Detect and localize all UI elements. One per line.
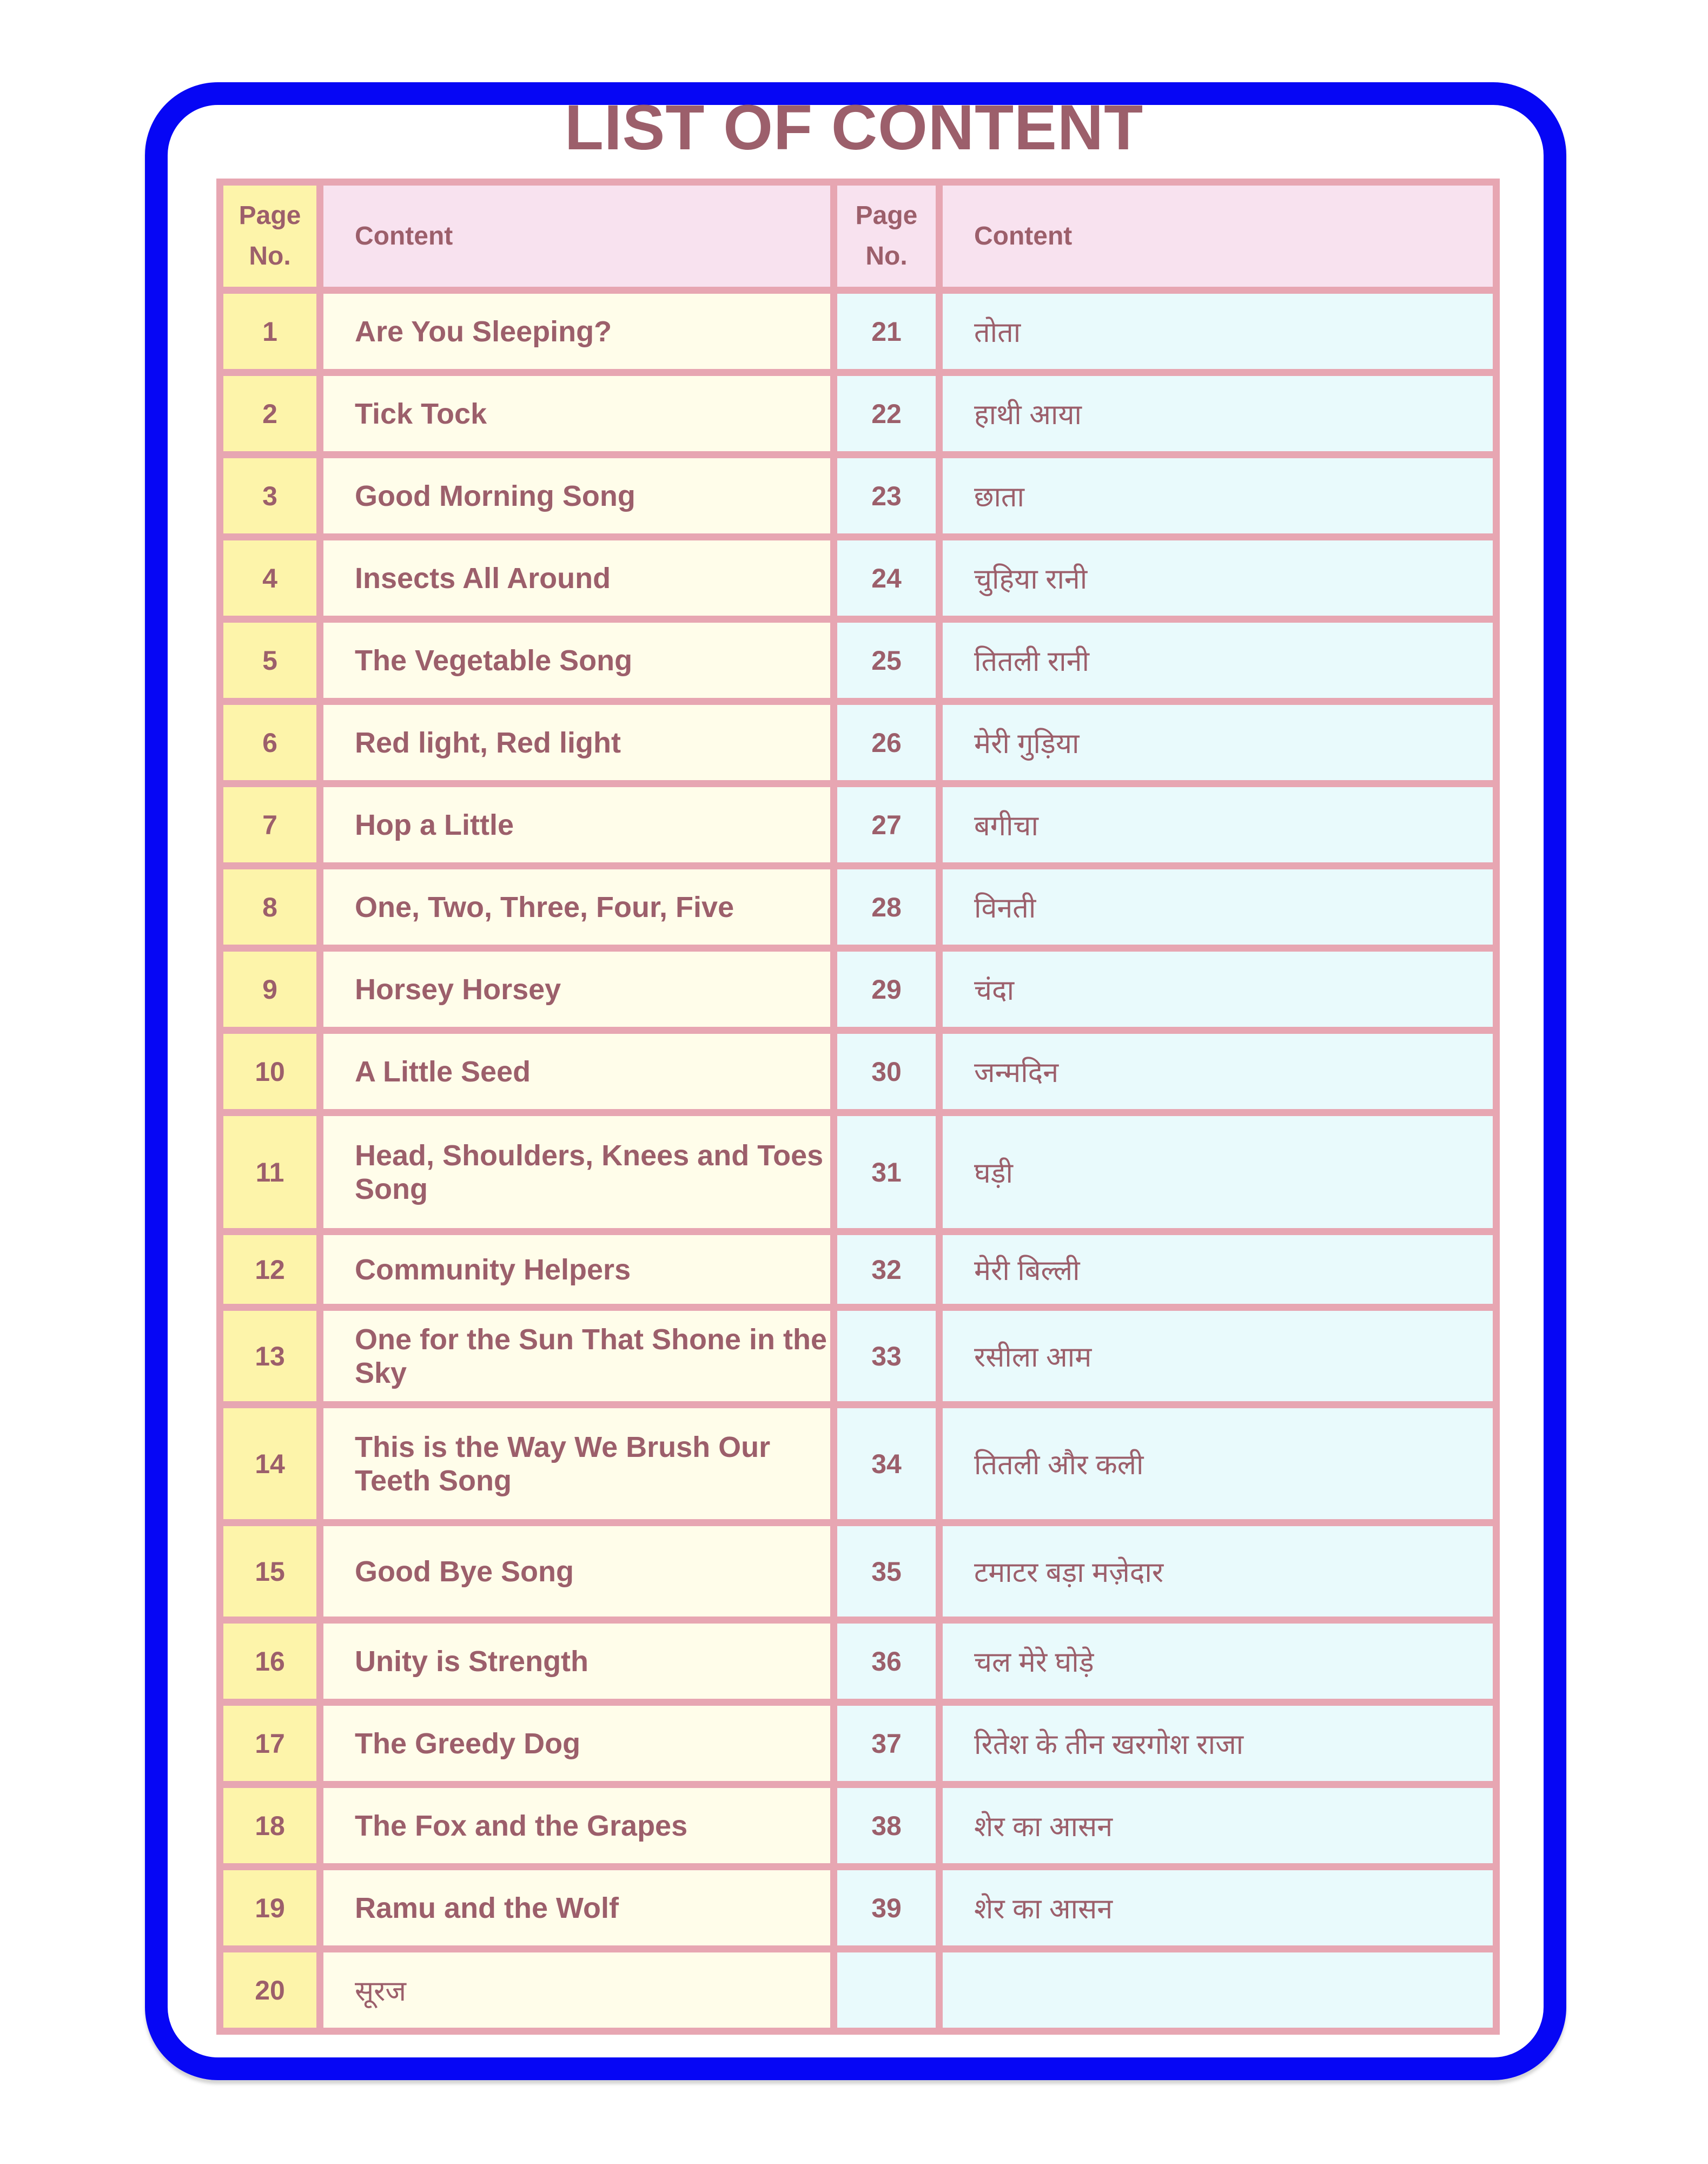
page-no-cell: 1 xyxy=(220,291,320,373)
content-cell: घड़ी xyxy=(939,1113,1497,1232)
content-cell: One, Two, Three, Four, Five xyxy=(320,866,834,948)
page-no-cell: 19 xyxy=(220,1867,320,1949)
page-no-cell: 29 xyxy=(834,948,939,1031)
header-content-right: Content xyxy=(939,182,1497,291)
table-row xyxy=(220,619,1497,702)
page-no-cell: 28 xyxy=(834,866,939,948)
content-cell: Community Helpers xyxy=(320,1232,834,1308)
content-cell: Insects All Around xyxy=(320,537,834,619)
page-no-cell: 23 xyxy=(834,455,939,537)
page-no-cell: 21 xyxy=(834,291,939,373)
page-no-cell: 32 xyxy=(834,1232,939,1308)
table-row xyxy=(220,1031,1497,1113)
table-row xyxy=(220,1703,1497,1785)
content-cell: This is the Way We Brush Our Teeth Song xyxy=(320,1405,834,1523)
page-no-cell: 5 xyxy=(220,619,320,702)
content-cell: The Fox and the Grapes xyxy=(320,1785,834,1867)
table-row xyxy=(220,1232,1497,1308)
content-cell: चल मेरे घोड़े xyxy=(939,1620,1497,1703)
table-row xyxy=(220,1620,1497,1703)
content-table xyxy=(216,179,1500,2035)
content-cell: Are You Sleeping? xyxy=(320,291,834,373)
table-body xyxy=(220,291,1497,2031)
content-cell: तितली रानी xyxy=(939,619,1497,702)
content-cell: बगीचा xyxy=(939,784,1497,866)
table-row xyxy=(220,1308,1497,1405)
page-no-cell xyxy=(834,1949,939,2031)
page-no-cell: 37 xyxy=(834,1703,939,1785)
table-row xyxy=(220,537,1497,619)
table-row xyxy=(220,455,1497,537)
content-cell: जन्मदिन xyxy=(939,1031,1497,1113)
page-no-cell: 38 xyxy=(834,1785,939,1867)
page-no-cell: 18 xyxy=(220,1785,320,1867)
content-cell: The Greedy Dog xyxy=(320,1703,834,1785)
page-no-cell: 34 xyxy=(834,1405,939,1523)
content-cell: चंदा xyxy=(939,948,1497,1031)
table-row xyxy=(220,291,1497,373)
table-row xyxy=(220,784,1497,866)
content-cell: Ramu and the Wolf xyxy=(320,1867,834,1949)
table-row xyxy=(220,866,1497,948)
page-no-cell: 36 xyxy=(834,1620,939,1703)
page-no-cell: 27 xyxy=(834,784,939,866)
table-row xyxy=(220,1405,1497,1523)
content-cell: Horsey Horsey xyxy=(320,948,834,1031)
content-cell: Tick Tock xyxy=(320,373,834,455)
content-cell: छाता xyxy=(939,455,1497,537)
content-cell: Unity is Strength xyxy=(320,1620,834,1703)
page-no-cell: 26 xyxy=(834,702,939,784)
table-row xyxy=(220,1785,1497,1867)
page-no-cell: 30 xyxy=(834,1031,939,1113)
page-no-cell: 6 xyxy=(220,702,320,784)
page-no-cell: 39 xyxy=(834,1867,939,1949)
table-row xyxy=(220,1949,1497,2031)
page-no-cell: 10 xyxy=(220,1031,320,1113)
header-content-left: Content xyxy=(320,182,834,291)
page-no-cell: 2 xyxy=(220,373,320,455)
content-cell: रितेश के तीन खरगोश राजा xyxy=(939,1703,1497,1785)
content-cell: A Little Seed xyxy=(320,1031,834,1113)
page-no-cell: 14 xyxy=(220,1405,320,1523)
content-cell: मेरी गुड़िया xyxy=(939,702,1497,784)
content-cell: Hop a Little xyxy=(320,784,834,866)
content-cell: सूरज xyxy=(320,1949,834,2031)
page-no-cell: 3 xyxy=(220,455,320,537)
page-no-cell: 20 xyxy=(220,1949,320,2031)
content-cell: One for the Sun That Shone in the Sky xyxy=(320,1308,834,1405)
page-title: LIST OF CONTENT xyxy=(564,92,1144,163)
content-cell: Red light, Red light xyxy=(320,702,834,784)
table-row xyxy=(220,1523,1497,1620)
content-cell: टमाटर बड़ा मज़ेदार xyxy=(939,1523,1497,1620)
content-cell: रसीला आम xyxy=(939,1308,1497,1405)
page-no-cell: 4 xyxy=(220,537,320,619)
page-no-cell: 25 xyxy=(834,619,939,702)
page-no-cell: 24 xyxy=(834,537,939,619)
content-cell xyxy=(939,1949,1497,2031)
page-no-cell: 15 xyxy=(220,1523,320,1620)
page-no-cell: 31 xyxy=(834,1113,939,1232)
page-no-cell: 35 xyxy=(834,1523,939,1620)
content-cell: हाथी आया xyxy=(939,373,1497,455)
page-no-cell: 11 xyxy=(220,1113,320,1232)
table-row xyxy=(220,948,1497,1031)
content-cell: चुहिया रानी xyxy=(939,537,1497,619)
page-no-cell: 7 xyxy=(220,784,320,866)
content-cell: तोता xyxy=(939,291,1497,373)
page-no-cell: 9 xyxy=(220,948,320,1031)
table-row xyxy=(220,1867,1497,1949)
page-no-cell: 12 xyxy=(220,1232,320,1308)
page-no-cell: 8 xyxy=(220,866,320,948)
content-cell: Head, Shoulders, Knees and Toes Song xyxy=(320,1113,834,1232)
page-no-cell: 22 xyxy=(834,373,939,455)
page-no-cell: 13 xyxy=(220,1308,320,1405)
page-no-cell: 33 xyxy=(834,1308,939,1405)
content-cell: The Vegetable Song xyxy=(320,619,834,702)
content-cell: शेर का आसन xyxy=(939,1867,1497,1949)
header-row xyxy=(220,182,1497,291)
page-no-cell: 16 xyxy=(220,1620,320,1703)
content-cell: विनती xyxy=(939,866,1497,948)
content-cell: Good Bye Song xyxy=(320,1523,834,1620)
header-page-no-left: Page No. xyxy=(220,182,320,291)
content-cell: शेर का आसन xyxy=(939,1785,1497,1867)
table-row xyxy=(220,373,1497,455)
header-page-no-right: Page No. xyxy=(834,182,939,291)
page-no-cell: 17 xyxy=(220,1703,320,1785)
table-row xyxy=(220,1113,1497,1232)
content-cell: Good Morning Song xyxy=(320,455,834,537)
table-row xyxy=(220,702,1497,784)
content-cell: तितली और कली xyxy=(939,1405,1497,1523)
content-cell: मेरी बिल्ली xyxy=(939,1232,1497,1308)
